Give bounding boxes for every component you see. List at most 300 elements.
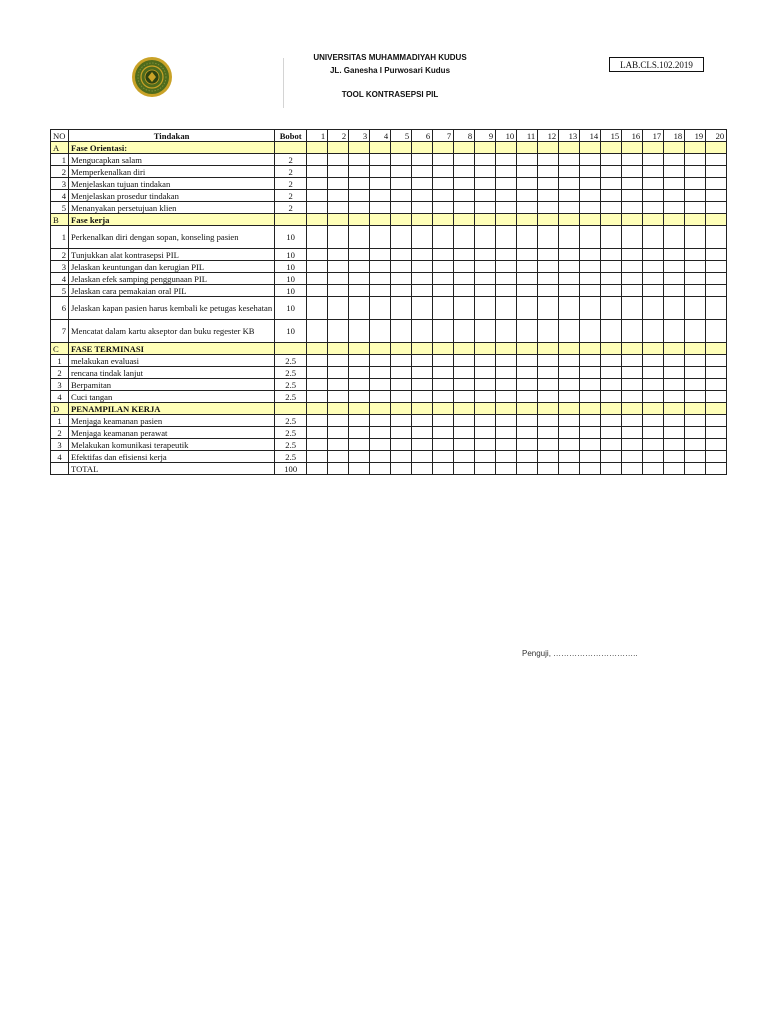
row-score-cell-12[interactable] xyxy=(538,427,559,439)
row-score-cell-10[interactable] xyxy=(496,451,517,463)
row-score-cell-4[interactable] xyxy=(370,391,391,403)
row-score-cell-18[interactable] xyxy=(664,249,685,261)
row-score-cell-16[interactable] xyxy=(622,226,643,249)
row-score-cell-1[interactable] xyxy=(307,249,328,261)
row-score-cell-6[interactable] xyxy=(412,297,433,320)
total-score-cell-4[interactable] xyxy=(370,463,391,475)
row-score-cell-1[interactable] xyxy=(307,355,328,367)
row-score-cell-1[interactable] xyxy=(307,391,328,403)
row-score-cell-10[interactable] xyxy=(496,285,517,297)
row-score-cell-9[interactable] xyxy=(475,415,496,427)
row-score-cell-3[interactable] xyxy=(349,391,370,403)
row-score-cell-3[interactable] xyxy=(349,297,370,320)
row-score-cell-10[interactable] xyxy=(496,427,517,439)
row-score-cell-15[interactable] xyxy=(601,451,622,463)
total-score-cell-20[interactable] xyxy=(706,463,727,475)
row-score-cell-10[interactable] xyxy=(496,391,517,403)
row-score-cell-4[interactable] xyxy=(370,249,391,261)
row-score-cell-5[interactable] xyxy=(391,273,412,285)
row-score-cell-3[interactable] xyxy=(349,439,370,451)
row-score-cell-5[interactable] xyxy=(391,439,412,451)
row-score-cell-11[interactable] xyxy=(517,178,538,190)
row-score-cell-19[interactable] xyxy=(685,297,706,320)
row-score-cell-13[interactable] xyxy=(559,166,580,178)
row-score-cell-12[interactable] xyxy=(538,190,559,202)
row-score-cell-12[interactable] xyxy=(538,226,559,249)
row-score-cell-14[interactable] xyxy=(580,439,601,451)
row-score-cell-17[interactable] xyxy=(643,379,664,391)
row-score-cell-15[interactable] xyxy=(601,285,622,297)
row-score-cell-16[interactable] xyxy=(622,178,643,190)
row-score-cell-20[interactable] xyxy=(706,273,727,285)
row-score-cell-1[interactable] xyxy=(307,451,328,463)
row-score-cell-10[interactable] xyxy=(496,249,517,261)
total-score-cell-8[interactable] xyxy=(454,463,475,475)
row-score-cell-2[interactable] xyxy=(328,285,349,297)
row-score-cell-14[interactable] xyxy=(580,249,601,261)
row-score-cell-3[interactable] xyxy=(349,202,370,214)
total-score-cell-16[interactable] xyxy=(622,463,643,475)
row-score-cell-16[interactable] xyxy=(622,166,643,178)
row-score-cell-16[interactable] xyxy=(622,391,643,403)
row-score-cell-15[interactable] xyxy=(601,391,622,403)
row-score-cell-17[interactable] xyxy=(643,367,664,379)
row-score-cell-8[interactable] xyxy=(454,320,475,343)
row-score-cell-12[interactable] xyxy=(538,261,559,273)
row-score-cell-5[interactable] xyxy=(391,154,412,166)
row-score-cell-17[interactable] xyxy=(643,451,664,463)
row-score-cell-5[interactable] xyxy=(391,285,412,297)
row-score-cell-9[interactable] xyxy=(475,427,496,439)
row-score-cell-11[interactable] xyxy=(517,285,538,297)
row-score-cell-1[interactable] xyxy=(307,190,328,202)
row-score-cell-7[interactable] xyxy=(433,439,454,451)
row-score-cell-4[interactable] xyxy=(370,226,391,249)
row-score-cell-3[interactable] xyxy=(349,427,370,439)
row-score-cell-19[interactable] xyxy=(685,285,706,297)
row-score-cell-5[interactable] xyxy=(391,451,412,463)
total-score-cell-17[interactable] xyxy=(643,463,664,475)
row-score-cell-15[interactable] xyxy=(601,379,622,391)
row-score-cell-13[interactable] xyxy=(559,451,580,463)
row-score-cell-1[interactable] xyxy=(307,439,328,451)
row-score-cell-15[interactable] xyxy=(601,297,622,320)
row-score-cell-11[interactable] xyxy=(517,166,538,178)
row-score-cell-20[interactable] xyxy=(706,320,727,343)
row-score-cell-6[interactable] xyxy=(412,367,433,379)
row-score-cell-20[interactable] xyxy=(706,261,727,273)
row-score-cell-12[interactable] xyxy=(538,355,559,367)
row-score-cell-10[interactable] xyxy=(496,355,517,367)
row-score-cell-15[interactable] xyxy=(601,202,622,214)
row-score-cell-10[interactable] xyxy=(496,261,517,273)
row-score-cell-2[interactable] xyxy=(328,273,349,285)
row-score-cell-11[interactable] xyxy=(517,391,538,403)
row-score-cell-7[interactable] xyxy=(433,391,454,403)
row-score-cell-17[interactable] xyxy=(643,427,664,439)
row-score-cell-16[interactable] xyxy=(622,367,643,379)
row-score-cell-11[interactable] xyxy=(517,320,538,343)
row-score-cell-19[interactable] xyxy=(685,367,706,379)
row-score-cell-14[interactable] xyxy=(580,166,601,178)
row-score-cell-9[interactable] xyxy=(475,154,496,166)
row-score-cell-5[interactable] xyxy=(391,202,412,214)
row-score-cell-20[interactable] xyxy=(706,367,727,379)
row-score-cell-18[interactable] xyxy=(664,439,685,451)
row-score-cell-4[interactable] xyxy=(370,451,391,463)
row-score-cell-20[interactable] xyxy=(706,379,727,391)
row-score-cell-13[interactable] xyxy=(559,202,580,214)
row-score-cell-20[interactable] xyxy=(706,226,727,249)
row-score-cell-19[interactable] xyxy=(685,261,706,273)
row-score-cell-16[interactable] xyxy=(622,320,643,343)
row-score-cell-20[interactable] xyxy=(706,249,727,261)
row-score-cell-20[interactable] xyxy=(706,202,727,214)
row-score-cell-3[interactable] xyxy=(349,415,370,427)
row-score-cell-20[interactable] xyxy=(706,190,727,202)
row-score-cell-13[interactable] xyxy=(559,249,580,261)
row-score-cell-6[interactable] xyxy=(412,249,433,261)
row-score-cell-13[interactable] xyxy=(559,261,580,273)
row-score-cell-12[interactable] xyxy=(538,166,559,178)
row-score-cell-20[interactable] xyxy=(706,427,727,439)
row-score-cell-13[interactable] xyxy=(559,273,580,285)
row-score-cell-6[interactable] xyxy=(412,415,433,427)
row-score-cell-11[interactable] xyxy=(517,297,538,320)
row-score-cell-4[interactable] xyxy=(370,190,391,202)
row-score-cell-8[interactable] xyxy=(454,226,475,249)
row-score-cell-12[interactable] xyxy=(538,297,559,320)
row-score-cell-1[interactable] xyxy=(307,320,328,343)
row-score-cell-2[interactable] xyxy=(328,451,349,463)
row-score-cell-1[interactable] xyxy=(307,226,328,249)
row-score-cell-20[interactable] xyxy=(706,285,727,297)
row-score-cell-2[interactable] xyxy=(328,439,349,451)
row-score-cell-13[interactable] xyxy=(559,154,580,166)
row-score-cell-8[interactable] xyxy=(454,415,475,427)
total-score-cell-18[interactable] xyxy=(664,463,685,475)
row-score-cell-8[interactable] xyxy=(454,249,475,261)
row-score-cell-8[interactable] xyxy=(454,451,475,463)
row-score-cell-18[interactable] xyxy=(664,320,685,343)
row-score-cell-15[interactable] xyxy=(601,273,622,285)
row-score-cell-11[interactable] xyxy=(517,415,538,427)
row-score-cell-11[interactable] xyxy=(517,451,538,463)
row-score-cell-19[interactable] xyxy=(685,190,706,202)
row-score-cell-18[interactable] xyxy=(664,261,685,273)
row-score-cell-9[interactable] xyxy=(475,367,496,379)
row-score-cell-9[interactable] xyxy=(475,226,496,249)
row-score-cell-11[interactable] xyxy=(517,154,538,166)
row-score-cell-9[interactable] xyxy=(475,355,496,367)
row-score-cell-18[interactable] xyxy=(664,451,685,463)
row-score-cell-16[interactable] xyxy=(622,202,643,214)
row-score-cell-18[interactable] xyxy=(664,285,685,297)
row-score-cell-5[interactable] xyxy=(391,427,412,439)
row-score-cell-19[interactable] xyxy=(685,427,706,439)
total-score-cell-10[interactable] xyxy=(496,463,517,475)
row-score-cell-15[interactable] xyxy=(601,261,622,273)
row-score-cell-8[interactable] xyxy=(454,367,475,379)
row-score-cell-17[interactable] xyxy=(643,154,664,166)
row-score-cell-2[interactable] xyxy=(328,320,349,343)
row-score-cell-13[interactable] xyxy=(559,190,580,202)
total-score-cell-6[interactable] xyxy=(412,463,433,475)
row-score-cell-9[interactable] xyxy=(475,391,496,403)
row-score-cell-17[interactable] xyxy=(643,261,664,273)
row-score-cell-19[interactable] xyxy=(685,154,706,166)
row-score-cell-16[interactable] xyxy=(622,261,643,273)
row-score-cell-6[interactable] xyxy=(412,202,433,214)
row-score-cell-17[interactable] xyxy=(643,178,664,190)
row-score-cell-17[interactable] xyxy=(643,202,664,214)
row-score-cell-6[interactable] xyxy=(412,320,433,343)
row-score-cell-15[interactable] xyxy=(601,178,622,190)
row-score-cell-7[interactable] xyxy=(433,427,454,439)
row-score-cell-11[interactable] xyxy=(517,249,538,261)
row-score-cell-2[interactable] xyxy=(328,355,349,367)
row-score-cell-19[interactable] xyxy=(685,166,706,178)
row-score-cell-4[interactable] xyxy=(370,261,391,273)
row-score-cell-5[interactable] xyxy=(391,367,412,379)
row-score-cell-1[interactable] xyxy=(307,415,328,427)
row-score-cell-5[interactable] xyxy=(391,391,412,403)
row-score-cell-17[interactable] xyxy=(643,297,664,320)
row-score-cell-3[interactable] xyxy=(349,320,370,343)
row-score-cell-4[interactable] xyxy=(370,297,391,320)
row-score-cell-14[interactable] xyxy=(580,391,601,403)
row-score-cell-13[interactable] xyxy=(559,226,580,249)
row-score-cell-19[interactable] xyxy=(685,273,706,285)
row-score-cell-10[interactable] xyxy=(496,226,517,249)
row-score-cell-2[interactable] xyxy=(328,427,349,439)
row-score-cell-2[interactable] xyxy=(328,367,349,379)
row-score-cell-15[interactable] xyxy=(601,355,622,367)
row-score-cell-3[interactable] xyxy=(349,273,370,285)
row-score-cell-4[interactable] xyxy=(370,273,391,285)
row-score-cell-17[interactable] xyxy=(643,355,664,367)
row-score-cell-8[interactable] xyxy=(454,178,475,190)
row-score-cell-17[interactable] xyxy=(643,190,664,202)
row-score-cell-3[interactable] xyxy=(349,379,370,391)
row-score-cell-11[interactable] xyxy=(517,190,538,202)
row-score-cell-8[interactable] xyxy=(454,166,475,178)
total-score-cell-2[interactable] xyxy=(328,463,349,475)
row-score-cell-3[interactable] xyxy=(349,367,370,379)
row-score-cell-6[interactable] xyxy=(412,439,433,451)
row-score-cell-17[interactable] xyxy=(643,391,664,403)
row-score-cell-4[interactable] xyxy=(370,439,391,451)
row-score-cell-7[interactable] xyxy=(433,261,454,273)
row-score-cell-3[interactable] xyxy=(349,178,370,190)
row-score-cell-6[interactable] xyxy=(412,273,433,285)
total-score-cell-15[interactable] xyxy=(601,463,622,475)
row-score-cell-13[interactable] xyxy=(559,297,580,320)
total-score-cell-1[interactable] xyxy=(307,463,328,475)
row-score-cell-15[interactable] xyxy=(601,427,622,439)
row-score-cell-4[interactable] xyxy=(370,427,391,439)
row-score-cell-3[interactable] xyxy=(349,166,370,178)
row-score-cell-13[interactable] xyxy=(559,439,580,451)
row-score-cell-15[interactable] xyxy=(601,226,622,249)
row-score-cell-3[interactable] xyxy=(349,226,370,249)
row-score-cell-5[interactable] xyxy=(391,320,412,343)
row-score-cell-19[interactable] xyxy=(685,439,706,451)
row-score-cell-10[interactable] xyxy=(496,439,517,451)
row-score-cell-8[interactable] xyxy=(454,190,475,202)
row-score-cell-8[interactable] xyxy=(454,439,475,451)
row-score-cell-14[interactable] xyxy=(580,178,601,190)
total-score-cell-12[interactable] xyxy=(538,463,559,475)
total-score-cell-3[interactable] xyxy=(349,463,370,475)
row-score-cell-10[interactable] xyxy=(496,379,517,391)
row-score-cell-8[interactable] xyxy=(454,261,475,273)
row-score-cell-9[interactable] xyxy=(475,261,496,273)
row-score-cell-18[interactable] xyxy=(664,355,685,367)
row-score-cell-18[interactable] xyxy=(664,226,685,249)
row-score-cell-5[interactable] xyxy=(391,415,412,427)
row-score-cell-2[interactable] xyxy=(328,415,349,427)
row-score-cell-11[interactable] xyxy=(517,273,538,285)
row-score-cell-2[interactable] xyxy=(328,202,349,214)
row-score-cell-19[interactable] xyxy=(685,379,706,391)
row-score-cell-8[interactable] xyxy=(454,391,475,403)
row-score-cell-11[interactable] xyxy=(517,226,538,249)
row-score-cell-2[interactable] xyxy=(328,297,349,320)
row-score-cell-8[interactable] xyxy=(454,273,475,285)
row-score-cell-2[interactable] xyxy=(328,226,349,249)
total-score-cell-9[interactable] xyxy=(475,463,496,475)
row-score-cell-15[interactable] xyxy=(601,154,622,166)
row-score-cell-19[interactable] xyxy=(685,391,706,403)
row-score-cell-4[interactable] xyxy=(370,367,391,379)
row-score-cell-10[interactable] xyxy=(496,178,517,190)
row-score-cell-13[interactable] xyxy=(559,320,580,343)
row-score-cell-2[interactable] xyxy=(328,379,349,391)
total-score-cell-14[interactable] xyxy=(580,463,601,475)
row-score-cell-7[interactable] xyxy=(433,379,454,391)
row-score-cell-16[interactable] xyxy=(622,273,643,285)
row-score-cell-16[interactable] xyxy=(622,379,643,391)
row-score-cell-3[interactable] xyxy=(349,261,370,273)
row-score-cell-11[interactable] xyxy=(517,202,538,214)
row-score-cell-8[interactable] xyxy=(454,427,475,439)
row-score-cell-17[interactable] xyxy=(643,166,664,178)
row-score-cell-7[interactable] xyxy=(433,166,454,178)
row-score-cell-15[interactable] xyxy=(601,367,622,379)
row-score-cell-10[interactable] xyxy=(496,166,517,178)
row-score-cell-8[interactable] xyxy=(454,379,475,391)
row-score-cell-7[interactable] xyxy=(433,320,454,343)
row-score-cell-7[interactable] xyxy=(433,190,454,202)
row-score-cell-1[interactable] xyxy=(307,154,328,166)
row-score-cell-14[interactable] xyxy=(580,320,601,343)
row-score-cell-12[interactable] xyxy=(538,439,559,451)
row-score-cell-14[interactable] xyxy=(580,451,601,463)
row-score-cell-10[interactable] xyxy=(496,367,517,379)
total-score-cell-5[interactable] xyxy=(391,463,412,475)
row-score-cell-18[interactable] xyxy=(664,297,685,320)
row-score-cell-7[interactable] xyxy=(433,226,454,249)
row-score-cell-19[interactable] xyxy=(685,226,706,249)
row-score-cell-5[interactable] xyxy=(391,249,412,261)
row-score-cell-18[interactable] xyxy=(664,427,685,439)
row-score-cell-9[interactable] xyxy=(475,190,496,202)
row-score-cell-20[interactable] xyxy=(706,451,727,463)
row-score-cell-18[interactable] xyxy=(664,379,685,391)
row-score-cell-9[interactable] xyxy=(475,178,496,190)
row-score-cell-9[interactable] xyxy=(475,379,496,391)
row-score-cell-19[interactable] xyxy=(685,451,706,463)
row-score-cell-6[interactable] xyxy=(412,178,433,190)
row-score-cell-6[interactable] xyxy=(412,427,433,439)
row-score-cell-12[interactable] xyxy=(538,320,559,343)
row-score-cell-9[interactable] xyxy=(475,297,496,320)
row-score-cell-16[interactable] xyxy=(622,427,643,439)
row-score-cell-13[interactable] xyxy=(559,367,580,379)
row-score-cell-7[interactable] xyxy=(433,297,454,320)
row-score-cell-8[interactable] xyxy=(454,154,475,166)
row-score-cell-15[interactable] xyxy=(601,320,622,343)
row-score-cell-19[interactable] xyxy=(685,320,706,343)
row-score-cell-16[interactable] xyxy=(622,355,643,367)
total-score-cell-19[interactable] xyxy=(685,463,706,475)
row-score-cell-17[interactable] xyxy=(643,415,664,427)
row-score-cell-7[interactable] xyxy=(433,154,454,166)
row-score-cell-20[interactable] xyxy=(706,297,727,320)
row-score-cell-5[interactable] xyxy=(391,297,412,320)
row-score-cell-19[interactable] xyxy=(685,202,706,214)
row-score-cell-4[interactable] xyxy=(370,154,391,166)
row-score-cell-18[interactable] xyxy=(664,273,685,285)
row-score-cell-3[interactable] xyxy=(349,355,370,367)
row-score-cell-7[interactable] xyxy=(433,367,454,379)
row-score-cell-1[interactable] xyxy=(307,427,328,439)
row-score-cell-6[interactable] xyxy=(412,190,433,202)
row-score-cell-20[interactable] xyxy=(706,355,727,367)
row-score-cell-9[interactable] xyxy=(475,166,496,178)
row-score-cell-2[interactable] xyxy=(328,154,349,166)
row-score-cell-12[interactable] xyxy=(538,273,559,285)
row-score-cell-5[interactable] xyxy=(391,226,412,249)
row-score-cell-12[interactable] xyxy=(538,202,559,214)
row-score-cell-7[interactable] xyxy=(433,273,454,285)
row-score-cell-14[interactable] xyxy=(580,367,601,379)
row-score-cell-4[interactable] xyxy=(370,166,391,178)
row-score-cell-6[interactable] xyxy=(412,355,433,367)
total-score-cell-7[interactable] xyxy=(433,463,454,475)
row-score-cell-17[interactable] xyxy=(643,285,664,297)
row-score-cell-9[interactable] xyxy=(475,202,496,214)
row-score-cell-20[interactable] xyxy=(706,391,727,403)
row-score-cell-3[interactable] xyxy=(349,249,370,261)
row-score-cell-8[interactable] xyxy=(454,285,475,297)
row-score-cell-20[interactable] xyxy=(706,166,727,178)
row-score-cell-13[interactable] xyxy=(559,415,580,427)
row-score-cell-7[interactable] xyxy=(433,249,454,261)
row-score-cell-10[interactable] xyxy=(496,415,517,427)
row-score-cell-9[interactable] xyxy=(475,285,496,297)
row-score-cell-5[interactable] xyxy=(391,190,412,202)
row-score-cell-2[interactable] xyxy=(328,249,349,261)
row-score-cell-16[interactable] xyxy=(622,415,643,427)
row-score-cell-7[interactable] xyxy=(433,451,454,463)
row-score-cell-11[interactable] xyxy=(517,427,538,439)
row-score-cell-8[interactable] xyxy=(454,202,475,214)
row-score-cell-7[interactable] xyxy=(433,178,454,190)
row-score-cell-14[interactable] xyxy=(580,415,601,427)
row-score-cell-3[interactable] xyxy=(349,154,370,166)
